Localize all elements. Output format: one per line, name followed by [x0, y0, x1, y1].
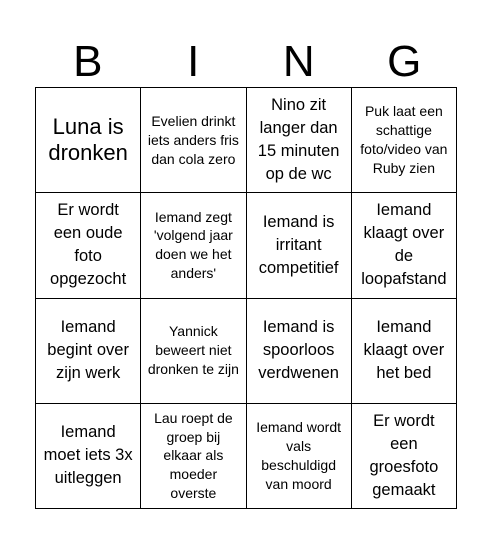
cell-text: Iemand zegt 'volgend jaar doen we het anders' — [153, 208, 233, 282]
cell-text: Nino zit langer dan 15 minuten op de wc — [257, 95, 340, 184]
cell-text: Iemand wordt vals beschuldigd van moord — [256, 419, 342, 492]
cell-text: Luna is dronken — [48, 113, 128, 166]
bingo-cell[interactable] — [352, 299, 457, 404]
bingo-cell[interactable] — [36, 299, 141, 404]
header-letter-n: N — [282, 37, 315, 86]
bingo-cell[interactable] — [141, 404, 246, 509]
bingo-cell[interactable] — [352, 404, 457, 509]
cell-text: Iemand is irritant competitief — [258, 212, 339, 277]
bingo-cell[interactable] — [36, 404, 141, 509]
header-letter-i: I — [187, 37, 200, 86]
cell-text: Iemand is spoorloos verdwenen — [258, 317, 339, 383]
cell-text: Yannick beweert niet dronken te zijn — [147, 323, 239, 378]
cell-text: Er wordt een groesfoto gemaakt — [369, 411, 439, 499]
cell-text: Iemand moet iets 3x uitleggen — [43, 423, 133, 488]
cell-text: Lau roept de groep bij elkaar als moeder overste — [154, 409, 233, 502]
bingo-cell[interactable] — [247, 88, 352, 193]
bingo-cell[interactable] — [352, 88, 457, 193]
cell-text: Iemand klaagt over het bed — [363, 317, 445, 383]
bingo-cell[interactable] — [141, 88, 246, 193]
bingo-cell[interactable] — [247, 299, 352, 404]
cell-text: Iemand begint over zijn werk — [47, 317, 129, 383]
cell-text: Puk laat een schattige foto/video van Ruby zien — [360, 103, 448, 177]
bingo-cell[interactable] — [352, 193, 457, 298]
header-letter-b: B — [73, 37, 103, 86]
header-letter-g: G — [387, 37, 422, 86]
bingo-cell[interactable] — [247, 404, 352, 509]
cell-text: Er wordt een oude foto opgezocht — [50, 201, 127, 289]
cell-text: Iemand klaagt over de loopafstand — [361, 201, 447, 289]
bingo-cell[interactable] — [141, 299, 246, 404]
bingo-board — [35, 87, 457, 509]
bingo-header — [35, 36, 457, 88]
bingo-cell[interactable] — [141, 193, 246, 298]
bingo-cell[interactable] — [36, 193, 141, 298]
bingo-cell[interactable] — [36, 88, 141, 193]
bingo-cell[interactable] — [247, 193, 352, 298]
cell-text: Evelien drinkt iets anders fris dan cola zero — [147, 112, 239, 167]
